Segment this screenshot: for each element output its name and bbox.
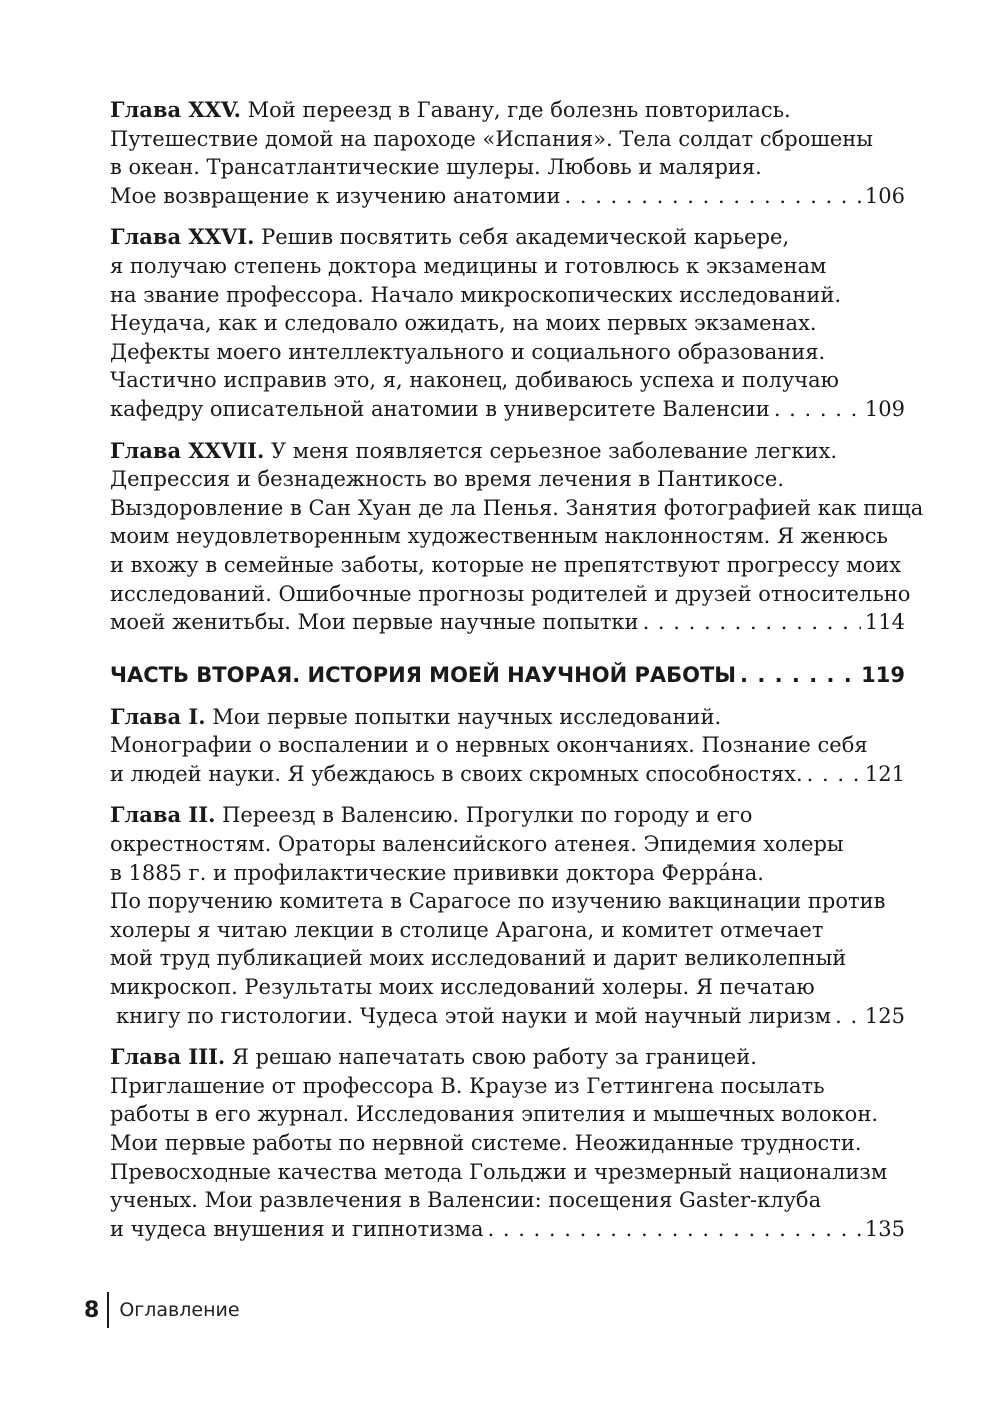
chapter-heading: Глава II. bbox=[110, 802, 216, 828]
dot-leader bbox=[774, 395, 861, 424]
toc-entry-chapter-3 bbox=[110, 1043, 905, 1243]
entry-line: Дефекты моего интеллектуального и социального образования. bbox=[110, 339, 826, 364]
dot-leader bbox=[835, 1002, 861, 1031]
entry-line: Частично исправив это, я, наконец, добиваюсь успеха и получаю bbox=[110, 368, 839, 393]
page-number: 125 bbox=[864, 1003, 905, 1028]
part-title: ЧАСТЬ ВТОРАЯ. ИСТОРИЯ МОЕЙ НАУЧНОЙ РАБОТЫ bbox=[110, 662, 737, 687]
page-number: 106 bbox=[864, 183, 905, 208]
dot-leader bbox=[740, 661, 857, 689]
page-number: 121 bbox=[864, 761, 905, 786]
entry-line: Приглашение от профессора В. Краузе из Геттингена посылать bbox=[110, 1073, 825, 1098]
entry-line: холеры я читаю лекции в столице Арагона, и комитет отмечает bbox=[110, 917, 824, 942]
chapter-heading: Глава XXVI. bbox=[110, 224, 255, 250]
entry-line: Неудача, как и следовало ожидать, на моих первых экзаменах. bbox=[110, 311, 817, 336]
part-two-heading bbox=[110, 661, 905, 689]
entry-last-line: и чудеса внушения и гипнотизма bbox=[110, 1216, 484, 1241]
entry-line: Мои первые работы по нервной системе. Неожиданные трудности. bbox=[110, 1131, 862, 1155]
entry-last-line: моей женитьбы. Мои первые научные попытки bbox=[110, 610, 639, 635]
entry-line: мой труд публикацией моих исследований и дарит великолепный bbox=[110, 946, 847, 971]
entry-line: Решив посвятить себя академической карьере, bbox=[254, 225, 790, 250]
entry-line: исследований. Ошибочные прогнозы родителей и друзей относительно bbox=[110, 581, 911, 606]
toc-entry-chapter-27 bbox=[110, 437, 924, 637]
entry-line: У меня появляется серьезное заболевание легких. bbox=[264, 438, 838, 463]
entry-line: По поручению комитета в Сарагосе по изучению вакцинации против bbox=[110, 889, 886, 914]
entry-line: я получаю степень доктора медицины и готовлюсь к экзаменам bbox=[110, 253, 827, 278]
table-of-contents bbox=[110, 96, 924, 1256]
entry-line: ученых. Мои развлечения в Валенсии: посещения Gaster-клуба bbox=[110, 1188, 822, 1213]
dot-leader bbox=[807, 760, 861, 789]
toc-entry-chapter-26 bbox=[110, 223, 905, 423]
running-title: Оглавление bbox=[119, 1299, 240, 1321]
toc-entry-chapter-25 bbox=[110, 96, 905, 210]
entry-line: Я решаю напечатать свою работу за границей. bbox=[225, 1045, 757, 1070]
entry-line: Превосходные качества метода Гольджи и чрезмерный национализм bbox=[110, 1159, 888, 1184]
toc-entry-chapter-2 bbox=[110, 801, 905, 1030]
page-number: 135 bbox=[864, 1216, 905, 1241]
entry-line: Путешествие домой на пароходе «Испания». Тела солдат сброшены bbox=[110, 126, 873, 151]
entry-line: работы в его журнал. Исследования эпителия и мышечных волокон. bbox=[110, 1102, 878, 1127]
entry-line: Депрессия и безнадежность во время лечения в Пантикосе. bbox=[110, 467, 784, 492]
entry-line: моим неудовлетворенным художественным наклонностям. Я женюсь bbox=[110, 524, 888, 549]
entry-line: Переезд в Валенсию. Прогулки по городу и его bbox=[215, 803, 753, 828]
entry-line: Мои первые попытки научных исследований. bbox=[205, 704, 722, 729]
entry-line: Мой переезд в Гавану, где болезнь повторилась. bbox=[240, 98, 791, 122]
page-footer bbox=[84, 1290, 240, 1330]
entry-line: в океан. Трансатлантические шулеры. Любовь и малярия. bbox=[110, 155, 762, 180]
entry-line: Выздоровление в Сан Хуан де ла Пенья. Занятия фотографией как пища bbox=[110, 495, 924, 520]
page-number: 119 bbox=[861, 662, 905, 687]
chapter-heading: Глава XXV. bbox=[110, 97, 241, 122]
entry-line: в 1885 г. и профилактические прививки доктора Ферра́на. bbox=[110, 860, 764, 885]
entry-line: на звание профессора. Начало микроскопических исследований. bbox=[110, 282, 842, 307]
entry-line: микроскоп. Результаты моих исследований холеры. Я печатаю bbox=[110, 975, 815, 1000]
entry-line: и вхожу в семейные заботы, которые не препятствуют прогрессу моих bbox=[110, 552, 902, 577]
entry-line: окрестностям. Ораторы валенсийского атенея. Эпидемия холеры bbox=[110, 832, 844, 857]
chapter-heading: Глава III. bbox=[110, 1044, 226, 1070]
entry-last-line: кафедру описательной анатомии в университете Валенсии bbox=[110, 396, 770, 421]
page-number: 109 bbox=[864, 396, 905, 421]
dot-leader bbox=[643, 608, 861, 637]
entry-last-line: и людей науки. Я убеждаюсь в своих скромных способностях. bbox=[110, 761, 803, 786]
footer-divider bbox=[107, 1292, 109, 1328]
dot-leader bbox=[488, 1215, 861, 1244]
folio-number: 8 bbox=[84, 1297, 100, 1323]
toc-entry-chapter-1 bbox=[110, 703, 905, 789]
chapter-heading: Глава I. bbox=[110, 703, 206, 729]
chapter-heading: Глава XXVII. bbox=[110, 437, 265, 463]
entry-last-line: книгу по гистологии. Чудеса этой науки и мой научный лиризм bbox=[116, 1003, 832, 1028]
entry-last-line: Мое возвращение к изучению анатомии bbox=[110, 183, 561, 208]
page-number: 114 bbox=[864, 610, 905, 635]
entry-line: Монографии о воспалении и о нервных окончаниях. Познание себя bbox=[110, 733, 868, 758]
dot-leader bbox=[565, 182, 861, 211]
